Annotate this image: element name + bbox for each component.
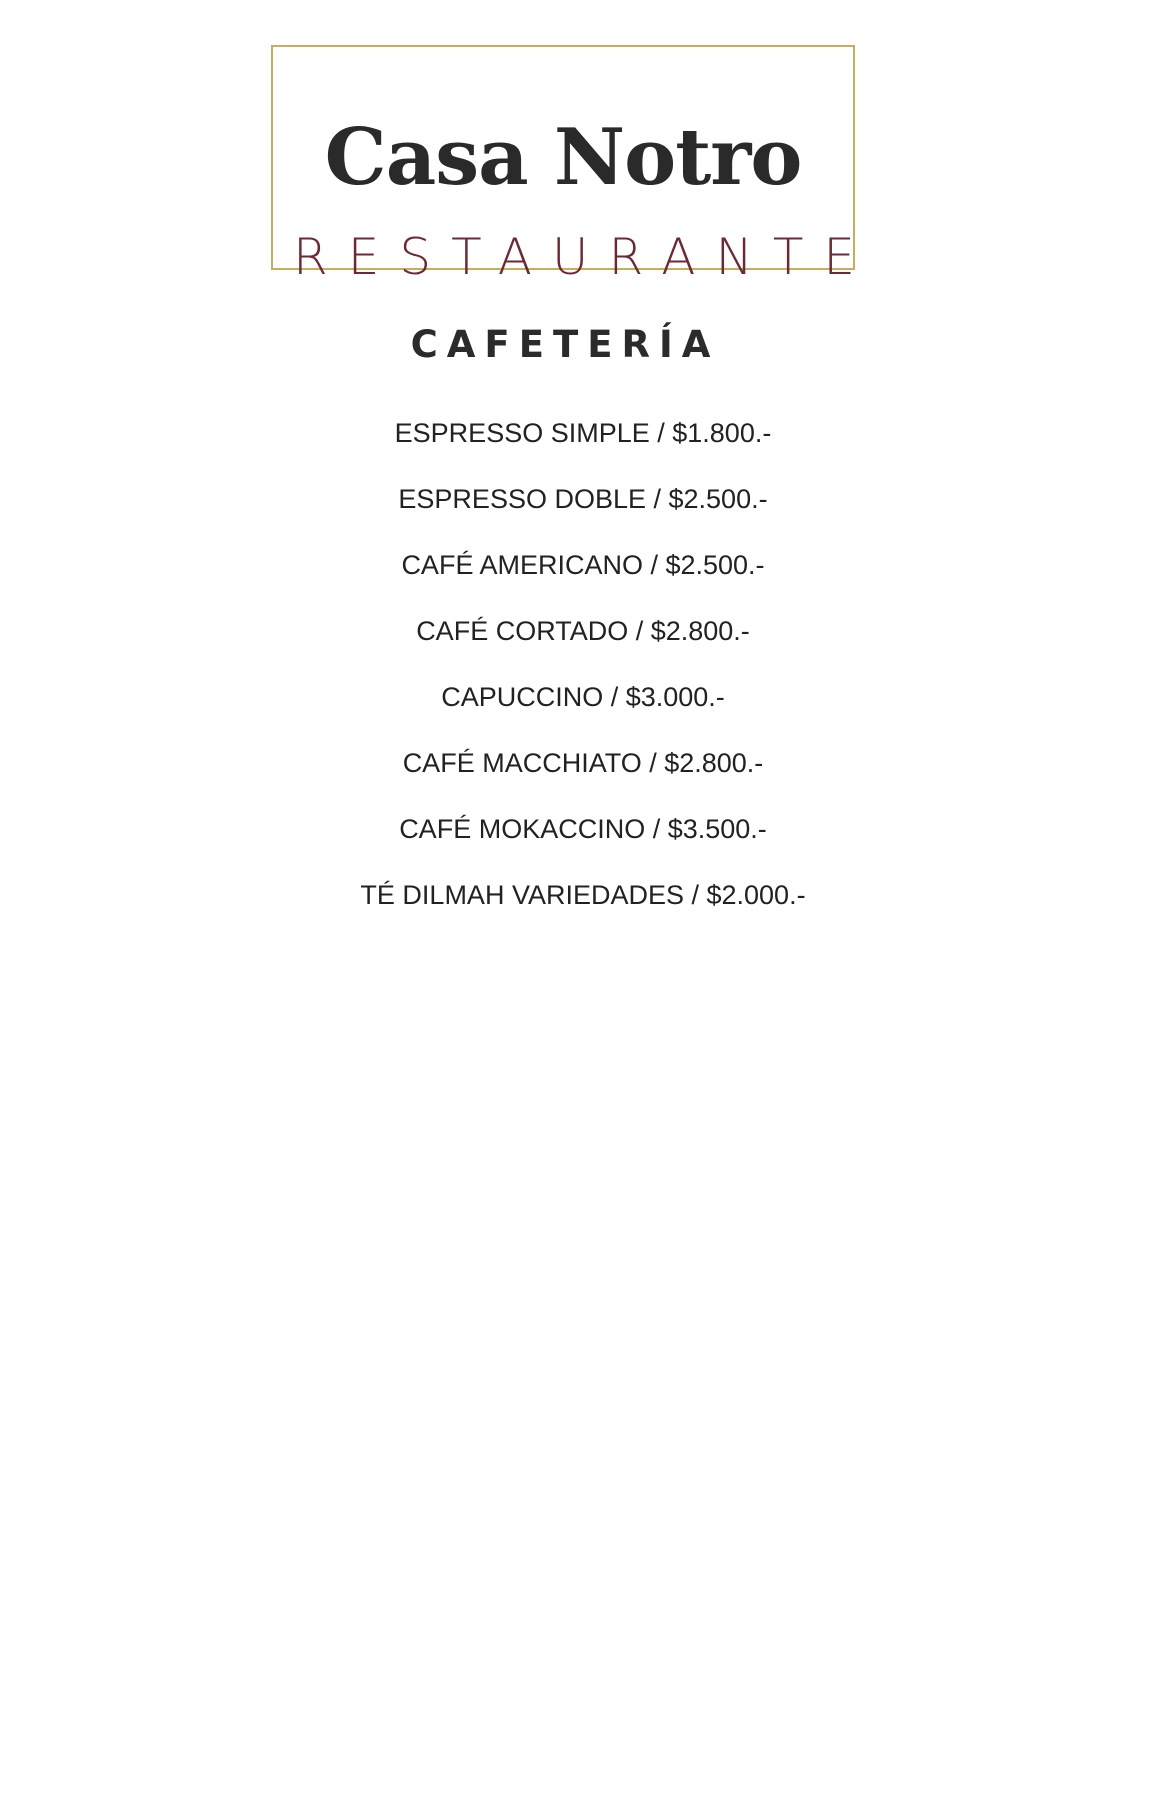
section-title: CAFETERÍA [410,323,720,366]
menu-item: CAFÉ MOKACCINO / $3.500.- [399,814,767,844]
menu-item: TÉ DILMAH VARIEDADES / $2.000.- [360,880,806,910]
menu-item: CAFÉ MACCHIATO / $2.800.- [402,748,764,778]
menu-item: CAFÉ AMERICANO / $2.500.- [401,550,765,580]
menu-item: CAPUCCINO / $3.000.- [441,682,725,712]
logo-frame [271,45,875,286]
restaurant-subtitle: RESTAURANTE [293,228,875,286]
menu-item: CAFÉ CORTADO / $2.800.- [416,616,750,646]
menu-list [0,415,1166,943]
restaurant-name: Casa Notro [324,112,802,203]
menu-item: ESPRESSO DOBLE / $2.500.- [398,484,768,514]
menu-item: ESPRESSO SIMPLE / $1.800.- [394,418,772,448]
